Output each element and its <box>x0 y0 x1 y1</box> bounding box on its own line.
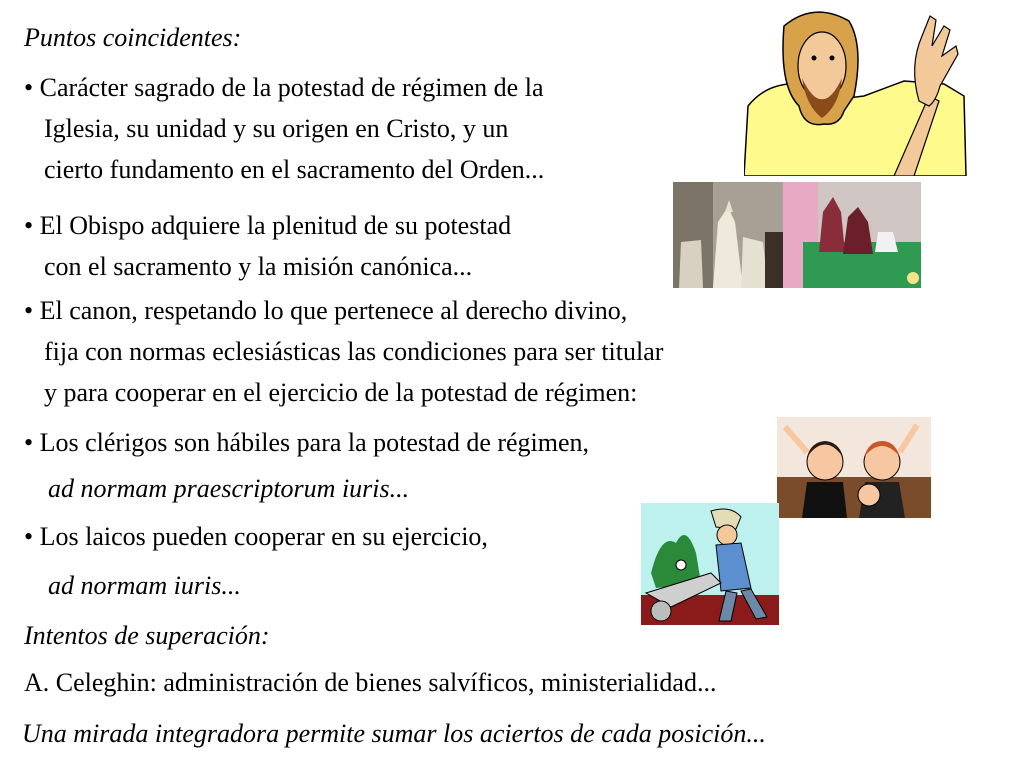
ordination-photo-left <box>673 182 783 288</box>
heading-attempts: Intentos de superación: <box>24 621 270 650</box>
point-3-line-2: fija con normas eclesiásticas las condiciones para ser titular <box>44 337 664 366</box>
point-1-line-3: cierto fundamento en el sacramento del Orden... <box>44 155 545 184</box>
conclusion-line: Una mirada integradora permite sumar los aciertos de cada posición... <box>22 719 766 748</box>
celeghin-line: A. Celeghin: administración de bienes salvíficos, ministerialidad... <box>24 668 717 697</box>
point-3-line-3: y para cooperar en el ejercicio de la potestad de régimen: <box>44 378 638 407</box>
heading-coincident: Puntos coincidentes: <box>24 23 242 52</box>
ordination-photo-right <box>783 182 921 288</box>
clergy-line: • Los clérigos son hábiles para la potestad de régimen, <box>24 428 590 457</box>
laity-line: • Los laicos pueden cooperar en su ejercicio, <box>24 522 488 551</box>
pointing-clerics-clipart <box>777 417 931 518</box>
point-2-line-2: con el sacramento y la misión canónica... <box>44 252 473 281</box>
clergy-note: ad normam praescriptorum iuris... <box>48 474 410 503</box>
point-1-line-1: • Carácter sagrado de la potestad de régimen de la <box>24 73 544 102</box>
gardener-clipart <box>641 503 779 625</box>
laity-note: ad normam iuris... <box>48 571 241 600</box>
point-2-line-1: • El Obispo adquiere la plenitud de su potestad <box>24 211 512 240</box>
point-3-line-1: • El canon, respetando lo que pertenece al derecho divino, <box>24 296 628 325</box>
christ-clipart <box>744 6 968 176</box>
point-1-line-2: Iglesia, su unidad y su origen en Cristo, y un <box>44 114 509 143</box>
